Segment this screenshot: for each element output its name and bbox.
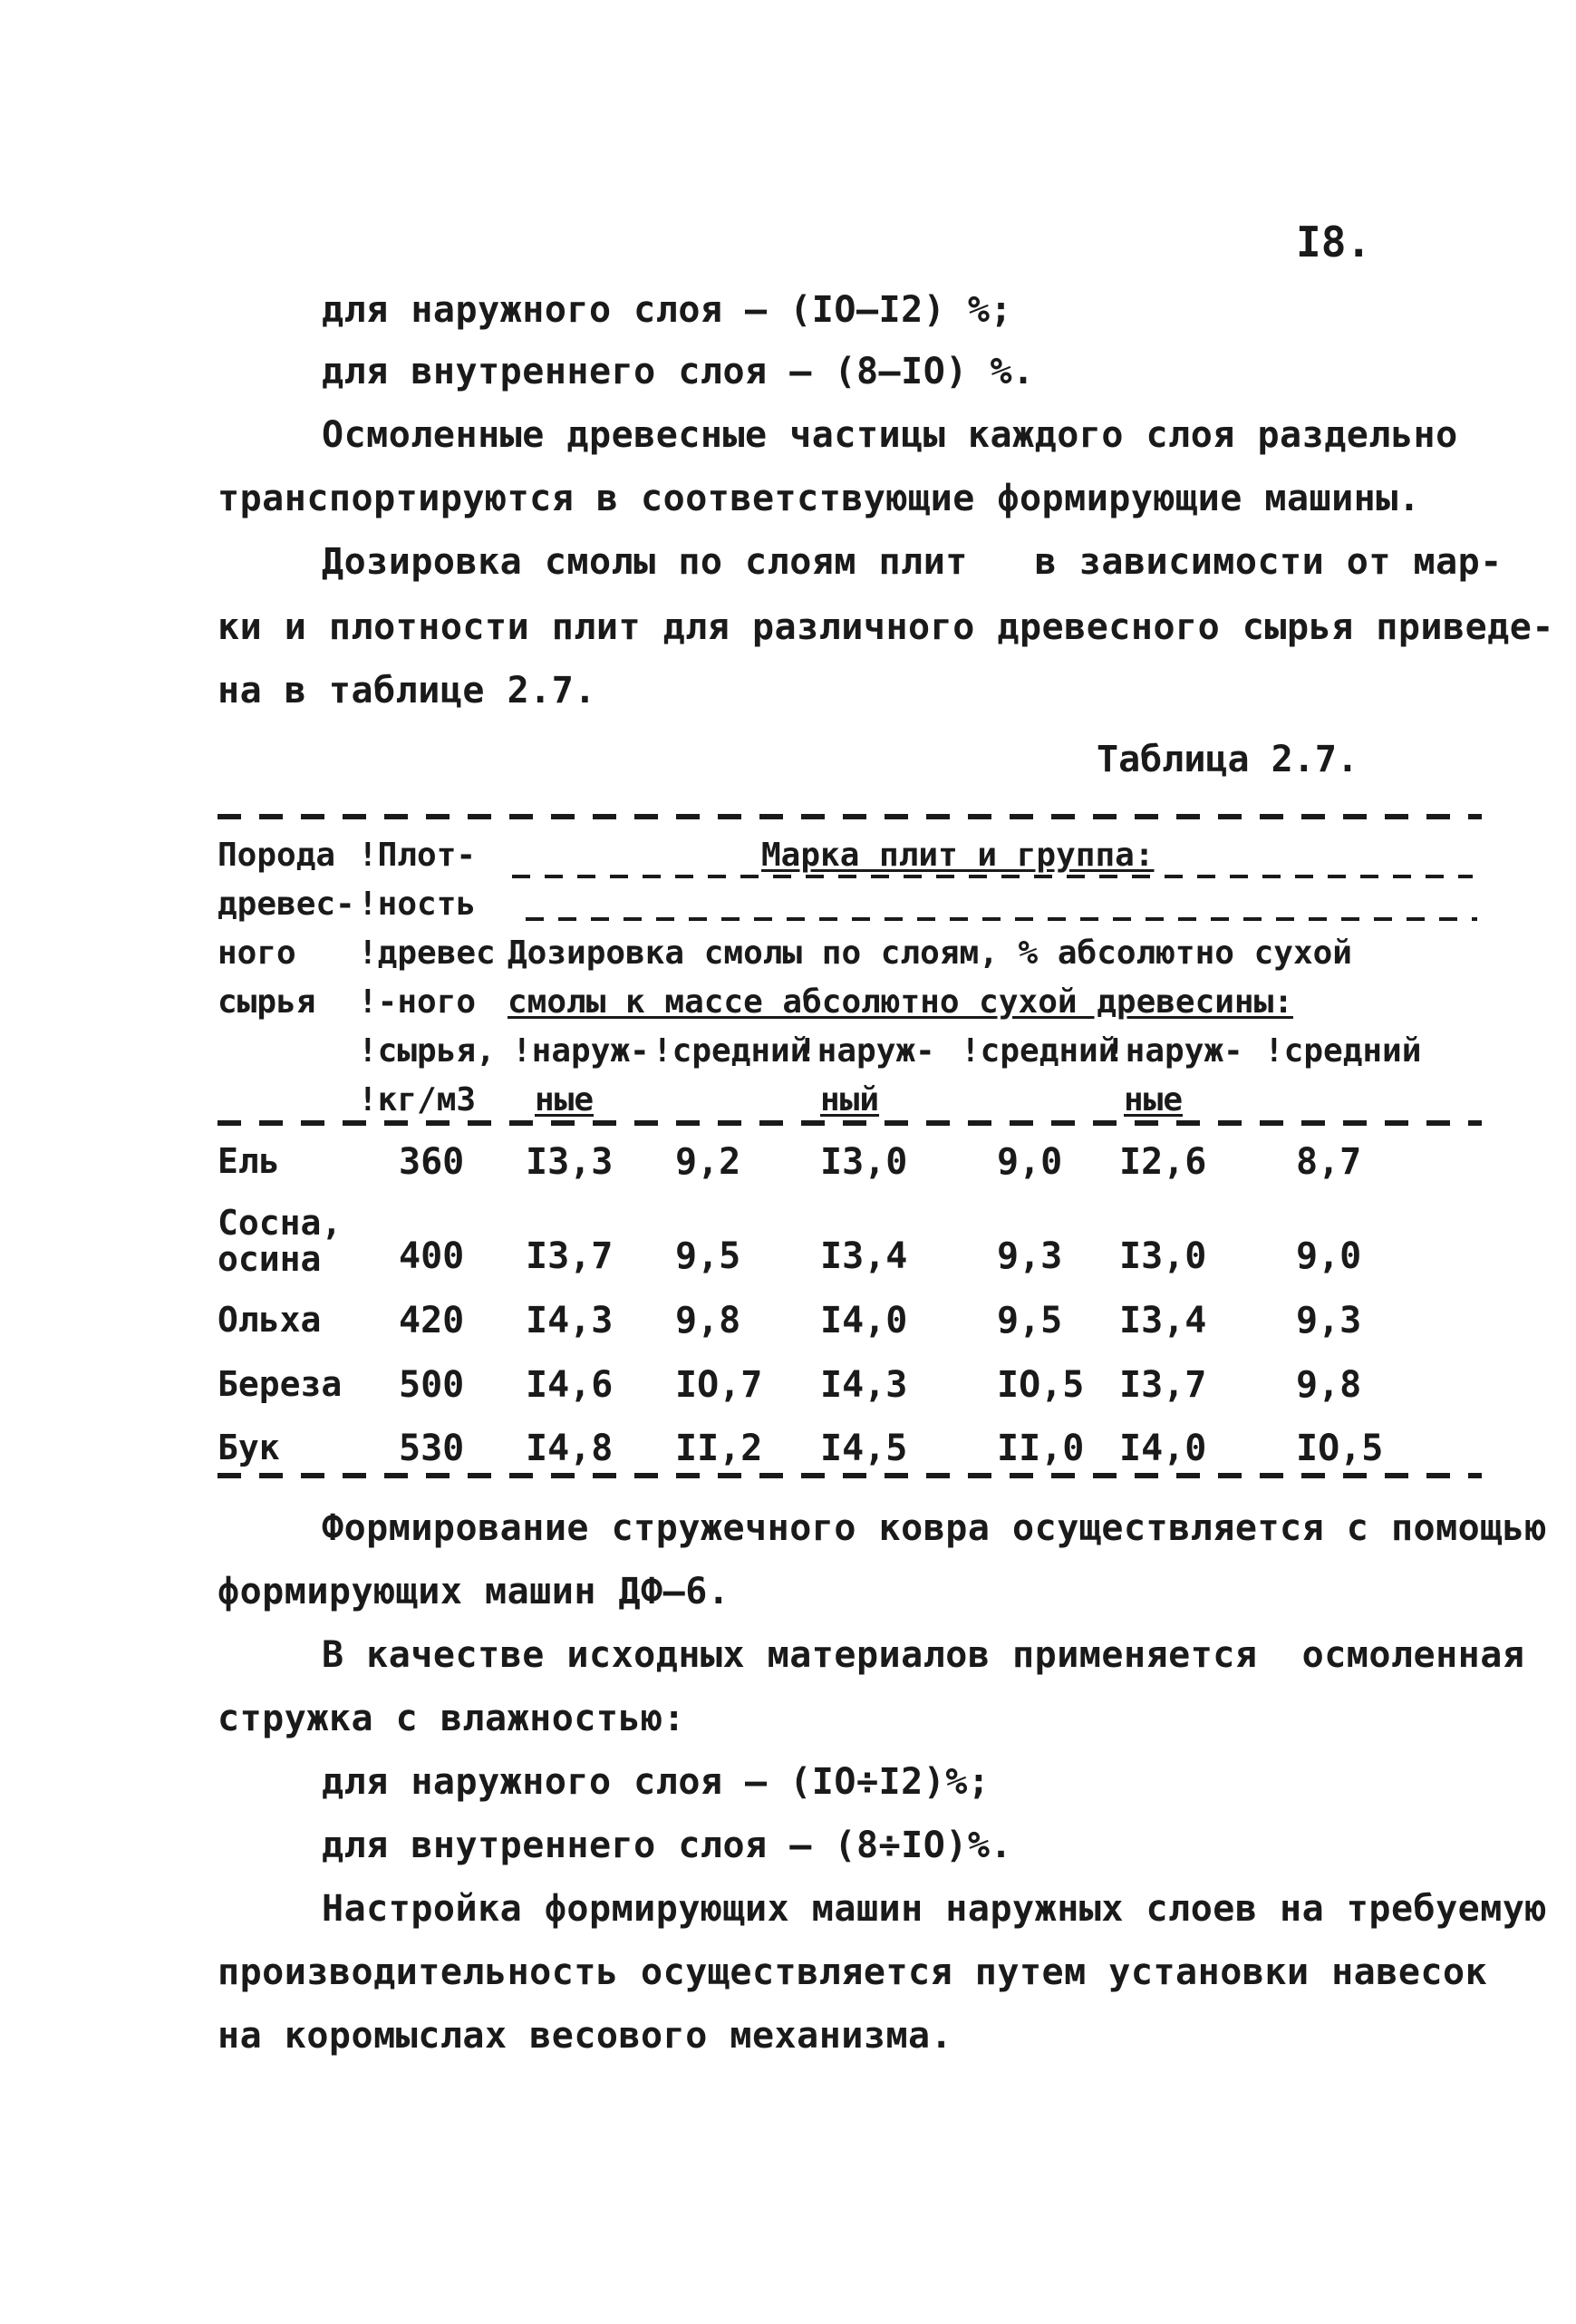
header-density: !сырья, [358, 1032, 496, 1070]
text-line: формирующих машин ДФ–6. [218, 1571, 730, 1612]
text-line: стружка с влажностью: [218, 1698, 686, 1739]
header-sub: !средний [653, 1032, 810, 1070]
header-sub2: ный [820, 1081, 880, 1118]
text-line: Настройка формирующих машин наружных слоев на требуемую [322, 1888, 1548, 1930]
cell-species: Бук [218, 1428, 280, 1467]
table-caption: Таблица 2.7. [1097, 739, 1358, 780]
cell-value: I4,6 [526, 1364, 614, 1406]
header-species: Порода [218, 837, 336, 874]
cell-value: 9,8 [1296, 1364, 1362, 1406]
text-line: на коромыслах весового механизма. [218, 2015, 953, 2057]
cell-value: IO,5 [1296, 1428, 1384, 1469]
header-sub: !наруж- [798, 1032, 935, 1070]
cell-value: I3,0 [820, 1141, 908, 1183]
cell-value: 9,3 [997, 1235, 1063, 1277]
cell-value: 9,0 [997, 1141, 1063, 1183]
cell-density: 500 [399, 1364, 465, 1406]
cell-value: I4,5 [820, 1428, 908, 1469]
cell-value: I4,8 [526, 1428, 614, 1469]
table-bottom-rule [218, 1473, 1482, 1478]
cell-species: Сосна, осина [218, 1203, 343, 1279]
cell-value: I4,0 [820, 1300, 908, 1341]
cell-value: I3,4 [820, 1235, 908, 1277]
header-dosage-label: смолы к массе абсолютно сухой древесины: [508, 983, 1293, 1021]
header-species: древес- [218, 886, 355, 923]
header-sub: !средний [961, 1032, 1118, 1070]
text-line: Осмоленные древесные частицы каждого слоя раздельно [322, 414, 1458, 456]
header-sub: !средний [1264, 1032, 1422, 1070]
cell-species: Ольха [218, 1300, 322, 1340]
cell-value: 9,2 [675, 1141, 741, 1183]
text-line: для наружного слоя – (IO÷I2)%; [322, 1761, 991, 1803]
header-sub2: ные [1124, 1081, 1184, 1118]
header-density: !Плот- [358, 837, 477, 874]
cell-value: I2,6 [1119, 1141, 1207, 1183]
cell-value: 9,8 [675, 1300, 741, 1341]
header-density: !ность [358, 886, 477, 923]
text-line: ки и плотности плит для различного древесного сырья приведе- [218, 606, 1554, 648]
header-density: !кг/м3 [358, 1081, 477, 1118]
cell-value: I3,4 [1119, 1300, 1207, 1341]
cell-density: 530 [399, 1428, 465, 1469]
cell-value: 9,0 [1296, 1235, 1362, 1277]
text-line: для внутреннего слоя – (8–IO) %. [322, 351, 1035, 392]
cell-value: I4,0 [1119, 1428, 1207, 1469]
text-line: для внутреннего слоя – (8÷IO)%. [322, 1825, 1013, 1866]
header-species: сырья [218, 983, 316, 1021]
cell-value: IO,7 [675, 1364, 763, 1406]
text-line: Формирование стружечного ковра осуществляется с помощью [322, 1507, 1548, 1549]
cell-value: II,0 [997, 1428, 1085, 1469]
text-line: производительность осуществляется путем установки навесок [218, 1951, 1488, 1993]
header-sub2: ные [535, 1081, 595, 1118]
header-bottom-rule [218, 1120, 1482, 1126]
header-sub: !наруж- [1106, 1032, 1243, 1070]
page-number: I8. [1296, 218, 1372, 266]
header-sub: !наруж- [512, 1032, 650, 1070]
header-grade-rule [526, 917, 1477, 921]
header-species: ного [218, 934, 296, 972]
header-grade-rule [512, 875, 1473, 878]
cell-value: I3,0 [1119, 1235, 1207, 1277]
header-dosage-label: Дозировка смолы по слоям, % абсолютно сухой [508, 934, 1352, 972]
cell-density: 420 [399, 1300, 465, 1341]
cell-density: 400 [399, 1235, 465, 1277]
cell-species: Ель [218, 1141, 280, 1181]
cell-value: 9,5 [997, 1300, 1063, 1341]
text-line: транспортируются в соответствующие формирующие машины. [218, 478, 1421, 519]
cell-value: I3,7 [526, 1235, 614, 1277]
table-top-rule [218, 814, 1482, 819]
cell-value: I3,7 [1119, 1364, 1207, 1406]
text-line: на в таблице 2.7. [218, 670, 596, 712]
text-line: В качестве исходных материалов применяется осмоленная [322, 1634, 1525, 1676]
text-line: Дозировка смолы по слоям плит в зависимости от мар- [322, 541, 1503, 583]
cell-value: I3,3 [526, 1141, 614, 1183]
cell-value: 9,3 [1296, 1300, 1362, 1341]
cell-value: II,2 [675, 1428, 763, 1469]
header-density: !-ного [358, 983, 477, 1021]
cell-value: 8,7 [1296, 1141, 1362, 1183]
header-density: !древес [358, 934, 496, 972]
cell-density: 360 [399, 1141, 465, 1183]
cell-value: IO,5 [997, 1364, 1085, 1406]
cell-value: 9,5 [675, 1235, 741, 1277]
text-line: для наружного слоя – (IO–I2) %; [322, 289, 1013, 331]
cell-value: I4,3 [526, 1300, 614, 1341]
header-grade-label: Марка плит и группа: [761, 837, 1155, 874]
cell-species: Береза [218, 1364, 343, 1404]
cell-value: I4,3 [820, 1364, 908, 1406]
